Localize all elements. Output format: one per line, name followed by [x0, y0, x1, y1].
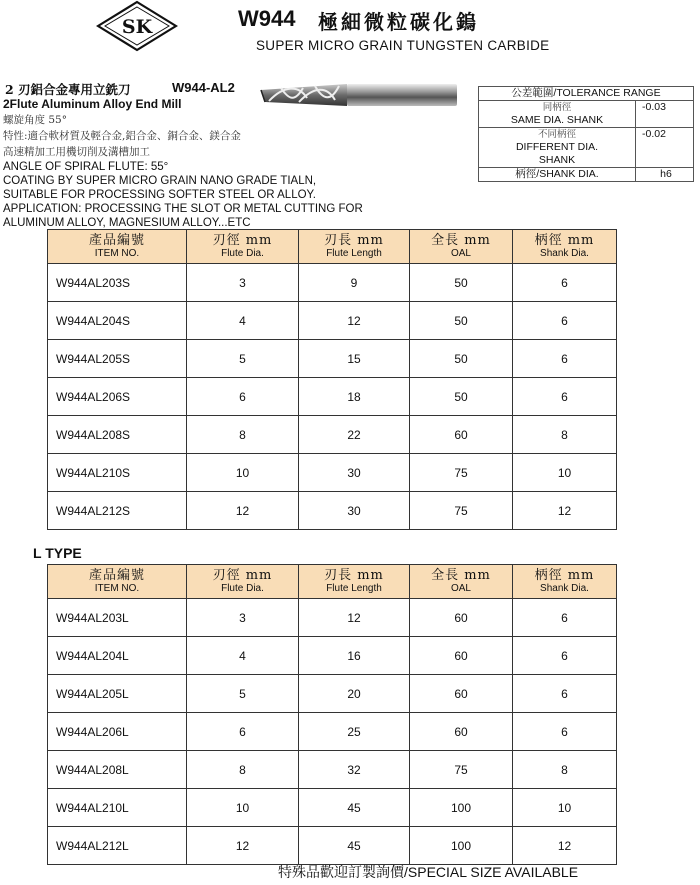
cell-item-no: W944AL205L	[48, 675, 187, 713]
cell-flute-dia: 3	[187, 264, 299, 302]
different-shank-en1: DIFFERENT DIA.	[515, 141, 599, 153]
description-line: COATING BY SUPER MICRO GRAIN NANO GRADE TIALN,	[3, 175, 317, 187]
cell-shank-dia: 6	[513, 637, 617, 675]
cell-shank-dia: 12	[513, 827, 617, 865]
cell-oal: 50	[410, 302, 513, 340]
cell-flute-dia: 10	[187, 789, 299, 827]
sk-logo	[96, 0, 178, 52]
table-row	[48, 599, 617, 637]
cell-flute-length: 9	[299, 264, 410, 302]
cell-flute-dia: 3	[187, 599, 299, 637]
different-shank-en2: SHANK	[538, 154, 576, 166]
cell-flute-dia: 4	[187, 302, 299, 340]
col-header-item: 產品編號 ITEM NO.	[48, 565, 187, 599]
col-header-flute-dia: 刃徑 mm Flute Dia.	[187, 565, 299, 599]
cell-oal: 100	[410, 789, 513, 827]
col-header-oal: 全長 mm OAL	[410, 230, 513, 264]
cell-item-no: W944AL206S	[48, 378, 187, 416]
cell-oal: 60	[410, 416, 513, 454]
cell-oal: 50	[410, 378, 513, 416]
table-row	[48, 675, 617, 713]
cell-flute-dia: 5	[187, 675, 299, 713]
cell-shank-dia: 6	[513, 713, 617, 751]
cell-shank-dia: 8	[513, 416, 617, 454]
title-code: W944	[238, 6, 296, 31]
cell-flute-length: 15	[299, 340, 410, 378]
different-shank-label	[479, 128, 636, 168]
cell-flute-dia: 5	[187, 340, 299, 378]
special-size-note	[278, 862, 578, 882]
cell-flute-dia: 6	[187, 713, 299, 751]
table-header-row	[48, 565, 617, 599]
cell-flute-length: 20	[299, 675, 410, 713]
table-row	[48, 637, 617, 675]
different-shank-value: -0.02	[636, 128, 694, 168]
cell-item-no: W944AL210L	[48, 789, 187, 827]
cell-shank-dia: 6	[513, 264, 617, 302]
product-name-chinese: 2 刃鋁合金專用立銑刀	[5, 82, 131, 97]
cell-shank-dia: 12	[513, 492, 617, 530]
title-chinese: 極細微粒碳化鎢	[318, 10, 479, 34]
cell-shank-dia: 6	[513, 599, 617, 637]
cell-oal: 60	[410, 599, 513, 637]
cell-item-no: W944AL208S	[48, 416, 187, 454]
cell-shank-dia: 8	[513, 751, 617, 789]
description-line: APPLICATION: PROCESSING THE SLOT OR METAL CUTTING FOR	[3, 203, 363, 215]
cell-flute-dia: 12	[187, 827, 299, 865]
cell-flute-length: 30	[299, 492, 410, 530]
cell-shank-dia: 6	[513, 302, 617, 340]
cell-shank-dia: 10	[513, 789, 617, 827]
cell-oal: 75	[410, 751, 513, 789]
cell-item-no: W944AL210S	[48, 454, 187, 492]
product-code: W944-AL2	[172, 80, 235, 95]
cell-flute-dia: 6	[187, 378, 299, 416]
same-shank-en: SAME DIA. SHANK	[510, 114, 604, 126]
cell-item-no: W944AL206L	[48, 713, 187, 751]
description-line: 特性:適合軟材質及輕合金,鋁合金、銅合金、鎂合金	[3, 130, 241, 142]
shank-dia-label: 柄徑/SHANK DIA.	[479, 168, 636, 182]
spec-table-standard	[47, 229, 617, 530]
table-row	[48, 751, 617, 789]
same-shank-value: -0.03	[636, 101, 694, 128]
cell-flute-dia: 10	[187, 454, 299, 492]
special-size-cn: 特殊品歡迎訂製詢價	[278, 865, 404, 881]
col-header-item: 產品編號 ITEM NO.	[48, 230, 187, 264]
table-row	[48, 302, 617, 340]
cell-oal: 50	[410, 264, 513, 302]
table-row	[48, 827, 617, 865]
description-line: ALUMINUM ALLOY, MAGNESIUM ALLOY...ETC	[3, 217, 251, 229]
table-row	[48, 264, 617, 302]
logo-text: SK	[121, 16, 153, 38]
cell-flute-dia: 4	[187, 637, 299, 675]
cell-item-no: W944AL204S	[48, 302, 187, 340]
cell-flute-dia: 8	[187, 416, 299, 454]
cell-shank-dia: 6	[513, 675, 617, 713]
cell-flute-length: 18	[299, 378, 410, 416]
description-line: 螺旋角度 55°	[3, 114, 67, 126]
table-row	[48, 789, 617, 827]
cell-flute-dia: 12	[187, 492, 299, 530]
cell-flute-dia: 8	[187, 751, 299, 789]
table-row	[48, 416, 617, 454]
l-type-label: L TYPE	[33, 545, 82, 561]
cell-item-no: W944AL212S	[48, 492, 187, 530]
tolerance-table	[478, 86, 694, 182]
cell-oal: 50	[410, 340, 513, 378]
spec-table-long	[47, 564, 617, 865]
table-header-row	[48, 230, 617, 264]
cell-flute-length: 45	[299, 827, 410, 865]
title-english: SUPER MICRO GRAIN TUNGSTEN CARBIDE	[256, 38, 550, 53]
col-header-shank-dia: 柄徑 mm Shank Dia.	[513, 230, 617, 264]
col-header-oal: 全長 mm OAL	[410, 565, 513, 599]
description-line: 高速精加工用機切削及溝槽加工	[3, 146, 150, 158]
cell-item-no: W944AL205S	[48, 340, 187, 378]
table-row	[48, 378, 617, 416]
table-row	[48, 454, 617, 492]
description-line: ANGLE OF SPIRAL FLUTE: 55°	[3, 161, 169, 173]
cell-oal: 60	[410, 713, 513, 751]
col-header-shank-dia: 柄徑 mm Shank Dia.	[513, 565, 617, 599]
table-row	[48, 713, 617, 751]
col-header-flute-length: 刃長 mm Flute Length	[299, 230, 410, 264]
cell-shank-dia: 6	[513, 378, 617, 416]
cell-shank-dia: 10	[513, 454, 617, 492]
description-line: SUITABLE FOR PROCESSING SOFTER STEEL OR ALLOY.	[3, 189, 316, 201]
cell-flute-length: 30	[299, 454, 410, 492]
cell-oal: 60	[410, 637, 513, 675]
table-row	[48, 340, 617, 378]
cell-oal: 75	[410, 492, 513, 530]
col-header-flute-dia: 刃徑 mm Flute Dia.	[187, 230, 299, 264]
cell-item-no: W944AL203S	[48, 264, 187, 302]
cell-flute-length: 45	[299, 789, 410, 827]
cell-shank-dia: 6	[513, 340, 617, 378]
shank-dia-value: h6	[636, 168, 694, 182]
different-shank-cn: 不同柄徑	[537, 129, 576, 140]
end-mill-image	[259, 80, 459, 110]
cell-item-no: W944AL208L	[48, 751, 187, 789]
cell-flute-length: 22	[299, 416, 410, 454]
cell-flute-length: 12	[299, 599, 410, 637]
same-shank-cn: 同柄徑	[542, 102, 572, 113]
cell-item-no: W944AL212L	[48, 827, 187, 865]
table-row	[48, 492, 617, 530]
cell-item-no: W944AL203L	[48, 599, 187, 637]
cell-flute-length: 16	[299, 637, 410, 675]
product-name-english: 2Flute Aluminum Alloy End Mill	[3, 97, 182, 111]
cell-oal: 100	[410, 827, 513, 865]
cell-flute-length: 25	[299, 713, 410, 751]
tolerance-header: 公差範圍/TOLERANCE RANGE	[479, 87, 694, 101]
cell-flute-length: 32	[299, 751, 410, 789]
special-size-en: /SPECIAL SIZE AVAILABLE	[404, 864, 579, 880]
cell-oal: 75	[410, 454, 513, 492]
cell-item-no: W944AL204L	[48, 637, 187, 675]
same-shank-label	[479, 101, 636, 128]
cell-flute-length: 12	[299, 302, 410, 340]
col-header-flute-length: 刃長 mm Flute Length	[299, 565, 410, 599]
cell-oal: 60	[410, 675, 513, 713]
